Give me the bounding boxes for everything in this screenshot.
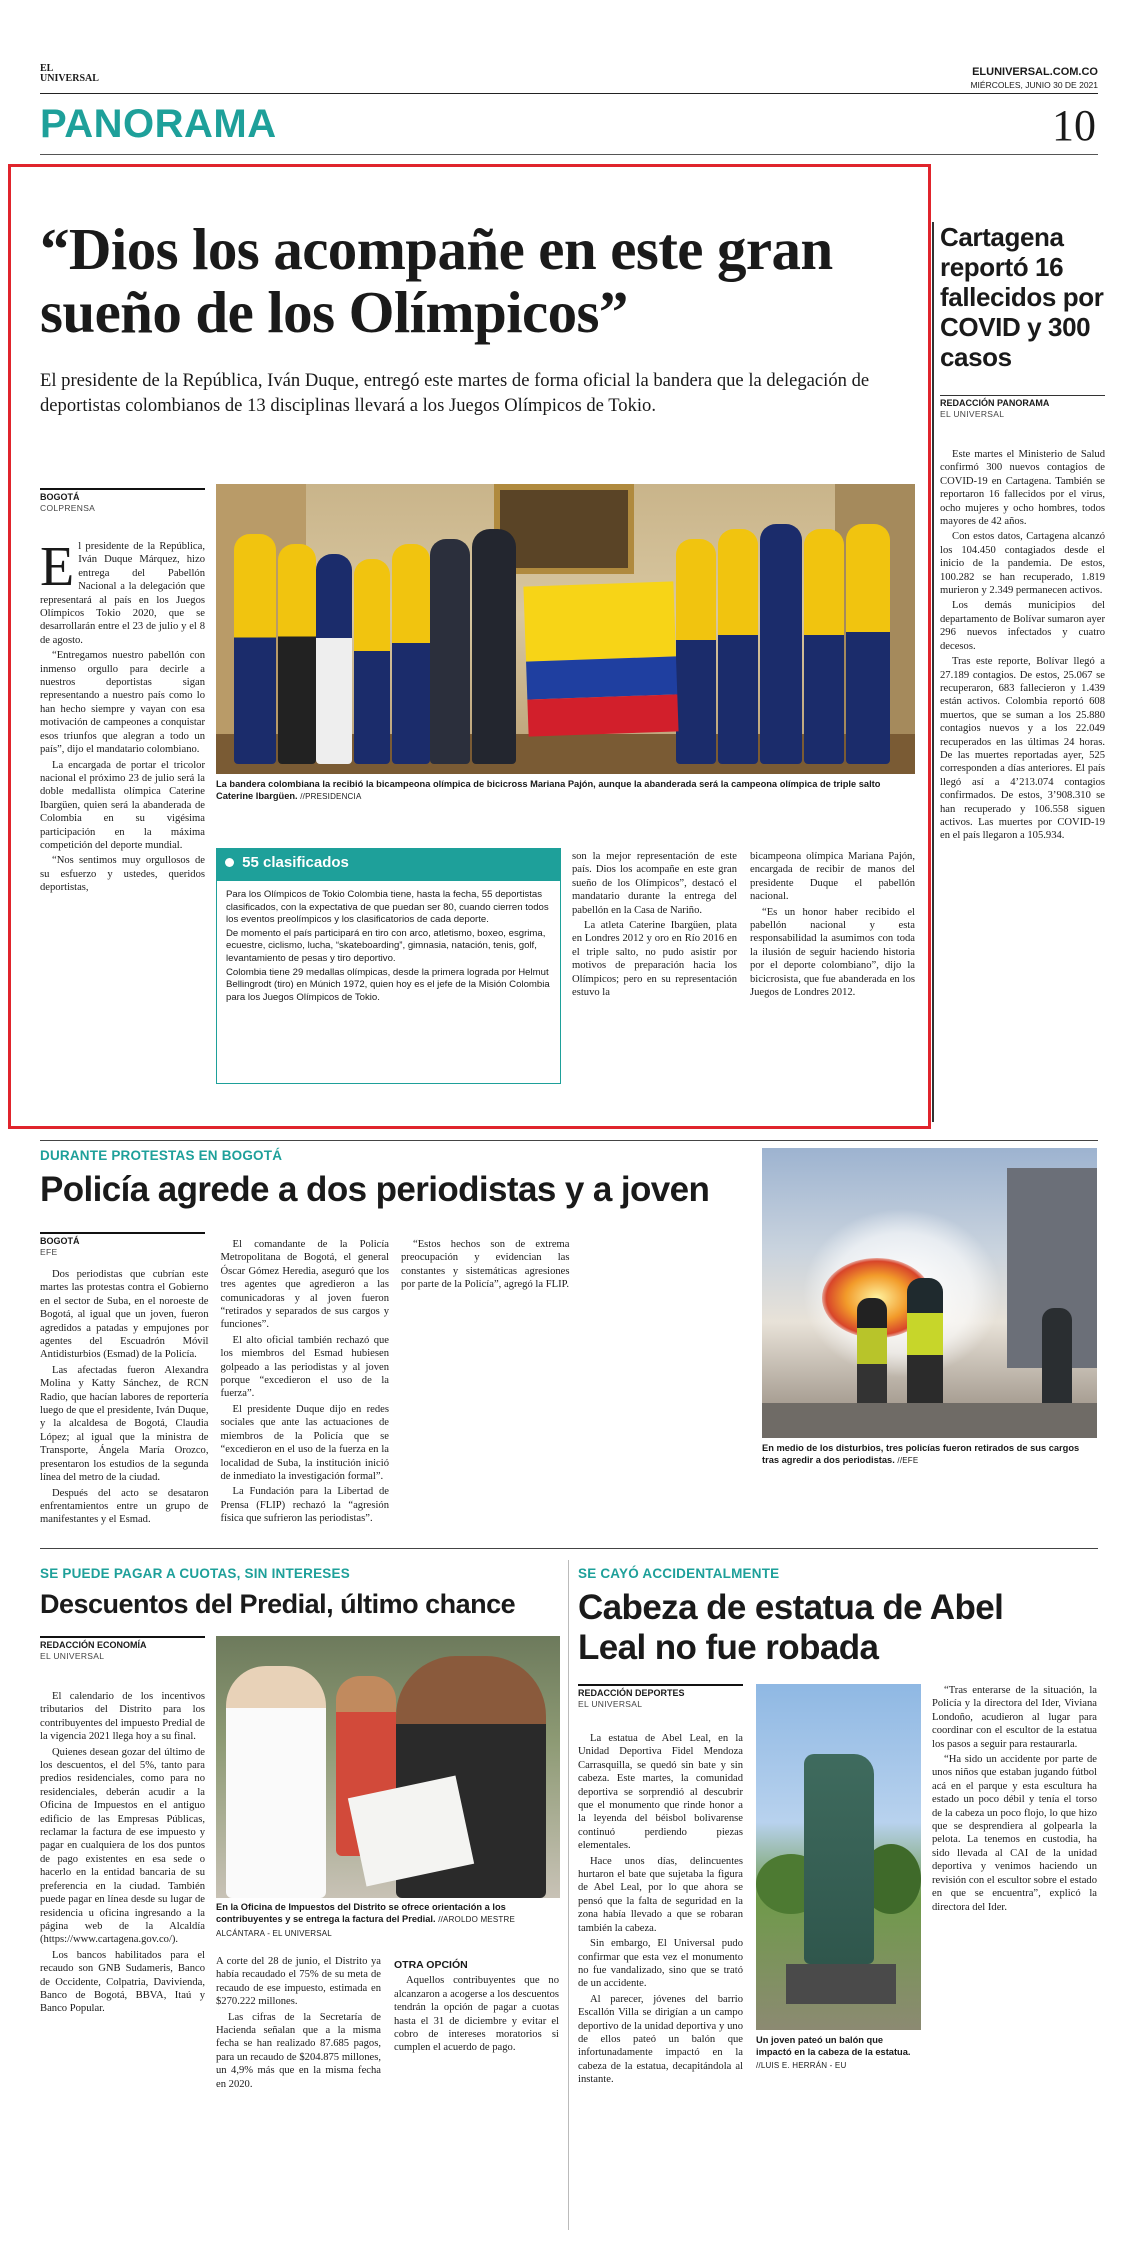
lead-paragraph: La encargada de portar el tricolor nacional el próximo 23 de julio será la doble medallista olímpica Caterine Ibargüen, quien será la abanderada de Colombia en su vigésima participación en la máxima competición del deporte mundial.	[40, 759, 205, 851]
predial-subhead: OTRA OPCIÓN	[394, 1959, 468, 1971]
statue-photo	[756, 1684, 921, 2030]
athlete	[760, 524, 802, 764]
lead-photo-caption	[216, 778, 915, 804]
byline-desk: REDACCIÓN DEPORTES	[578, 1688, 685, 1698]
predial-paragraph: Quienes desean gozar del último de los descuentos, el del 5%, tanto para predios residenciales, como para no residenciales, deberán acudir a la Oficina de Impuestos en el antiguo edificio de las Empresas Públicas, reclamar la factura de ese impuesto y pagar en cualquiera de los dos puntos de pago existentes en esa sede o hacerlo en la entidad bancaria de su preferencia en la ciudad. También puede pagar en línea desde su lugar de residencia u oficina ingresando a la página web de la Alcaldía (https://www.cartagena.gov.co/).	[40, 1746, 205, 1946]
section-divider	[40, 1140, 1098, 1141]
flag-blue-stripe	[526, 656, 677, 699]
statue-pedestal	[786, 1964, 896, 2004]
covid-paragraph: Con estos datos, Cartagena alcanzó los 104.450 contagiados desde el inicio de la pandemia. De estos, 100.282 se han recuperado, 1.819 murieron y 2.349 permanecen activos.	[940, 531, 1105, 597]
lead-byline	[40, 488, 205, 514]
dropcap: E	[40, 536, 75, 598]
covid-byline	[940, 395, 1105, 420]
statue-column-3	[932, 1684, 1097, 1914]
byline-desk: REDACCIÓN PANORAMA	[940, 398, 1050, 408]
predial-kicker: SE PUEDE PAGAR A CUOTAS, SIN INTERESES	[40, 1566, 350, 1581]
president	[472, 529, 516, 764]
statue-paragraph: Sin embargo, El Universal pudo confirmar que esta vez el monumento no fue vandalizado, sino que se trató de un accidente.	[578, 1938, 743, 1990]
byline-paper: EL UNIVERSAL	[578, 1699, 643, 1709]
flag-red-stripe	[527, 694, 678, 737]
caption-credit: //LUIS E. HERRÁN - EU	[756, 2060, 847, 2070]
statue-byline	[578, 1684, 743, 1710]
headless-statue	[804, 1754, 874, 1964]
predial-column-3	[394, 1955, 559, 2055]
protest-photo	[762, 1148, 1097, 1438]
protest-body	[40, 1238, 750, 1530]
column-divider	[568, 1560, 569, 2230]
athlete	[804, 529, 844, 764]
predial-column-1	[40, 1690, 205, 2210]
predial-paragraph: Los bancos habilitados para el recaudo son GNB Sudameris, Banco de Occidente, Colpatria, Davivienda, Banco de Bogotá, BBVA, Itaú y Banco Popular.	[40, 1949, 205, 2015]
masthead-rule	[40, 93, 1098, 94]
byline-desk: REDACCIÓN ECONOMÍA	[40, 1640, 147, 1650]
predial-photo	[216, 1636, 560, 1898]
lead-paragraph: “Nos sentimos muy orgullosos de su esfuerzo y ustedes, queridos deportistas,	[40, 855, 205, 894]
byline-agency: COLPRENSA	[40, 503, 96, 513]
lead-photo	[216, 484, 915, 774]
predial-column-2	[216, 1955, 381, 2091]
statue-paragraph: Al parecer, jóvenes del barrio Escallón Villa se dirigían a un campo deportivo de la unidad deportiva y uno de ellos pateó un balón que infortunadamente impactó en la cabeza de la estatua, decapitándola al instante.	[578, 1993, 743, 2086]
predial-paragraph: Las cifras de la Secretaría de Hacienda señalan que a la misma fecha se han realizado 87.685 pagos, para un recaudo de $204.875 millones, un 4,9% más que en la misma fecha en 2020.	[216, 2011, 381, 2090]
protest-paragraph: El presidente Duque dijo en redes sociales que ante las actuaciones de miembros de la Policía que se “excedieron en el uso de la fuerza en la localidad de Suba, la institución inició de inmediato la investigación formal”.	[220, 1403, 389, 1482]
lead-paragraph: son la mejor representación de este país. Dios los acompañe en este gran sueño de los Olímpicos”, destacó el mandatario durante la entrega del pabellón en la Casa de Nariño.	[572, 851, 737, 916]
statue-caption	[756, 2034, 921, 2072]
caption-credit: //EFE	[897, 1456, 919, 1466]
predial-byline	[40, 1636, 205, 1662]
byline-paper: EL UNIVERSAL	[940, 409, 1005, 419]
athlete	[354, 559, 390, 764]
info-box-paragraph: Para los Olímpicos de Tokio Colombia tiene, hasta la fecha, 55 deportistas clasificados, con la expectativa de que puedan ser 80, cuando cierren todos los eventos preolímpicos y los clasificatorios de cada deporte.	[226, 889, 549, 926]
section-title: PANORAMA	[40, 102, 277, 146]
predial-paragraph: Aquellos contribuyentes que no alcanzaron a acogerse a los descuentos tendrán la opción de pagar a cuotas hasta el 31 de diciembre y evitar el cobro de intereses moratorios si cumplen el acuerdo de pago.	[394, 1975, 559, 2054]
woman-with-mask	[226, 1666, 326, 1898]
info-box	[216, 848, 561, 1084]
athlete	[676, 539, 716, 764]
statue-paragraph: La estatua de Abel Leal, en la Unidad Deportiva Fidel Mendoza Carrasquilla, se quedó sin bate y sin cabeza. Este martes, la comunidad deportiva se sorprendió al descubrir que el monumento que rinde honor a la leyenda del béisbol bolivarense continuó perdiendo piezas elementales.	[578, 1733, 743, 1852]
covid-paragraph: Este martes el Ministerio de Salud confirmó 300 nuevos contagios de COVID-19 en Cartagena. También se reportaron 16 fallecidos por el virus, ocho mujeres y ocho hombres, todos mayores de 42 años.	[940, 449, 1105, 528]
lead-paragraph: “Entregamos nuestro pabellón con inmenso orgullo para decirle a nuestros deportistas sigan representando a nuestro país como lo han hecho siempre y vayan con esa motivación de campeones a conquistar esos triunfos que alegran a todo un país”, dijo el mandatario colombiano.	[40, 650, 205, 756]
statue-paragraph: “Ha sido un accidente por parte de unos niños que estaban jugando fútbol acá en el parque y esta escultura ha estado un poco débil y tenía el torso de la cabeza un poco flojo, lo que hizo que se desprendiera al golpearla la pelota. La tenemos en custodia, ha sido llevada al CAI de la unidad deportiva y venimos haciendo un revisión con el escultor sobre el estado en que se encuentra”, explicó la directora del Ider.	[932, 1754, 1097, 1913]
lead-paragraph: l presidente de la República, Iván Duque Márquez, hizo entrega del Pabellón Nacional a la delegación que representará al país en los Juegos Olímpicos Tokio 2020, que se desarrollarán entre el 23 de julio y el 8 de agosto.	[40, 541, 205, 646]
byline-agency: EFE	[40, 1247, 58, 1257]
covid-paragraph: Tras este reporte, Bolívar llegó a 27.189 contagios. De estos, 25.067 se recuperaron, 683 fallecieron y 1.439 están activos. Colombia reportó 608 muertos, que se suman a los 25.880 contagios nuevos y a los 22.049 recuperados en las últimas 24 horas. De las muertes reportadas ayer, 525 corresponden a días anteriores. El país llegó así a 4’213.074 contagios confirmados. De estos, 3’908.310 se han recuperado y 106.558 siguen activos. Las muertes por COVID-19 en el país llegaron a 105.934.	[940, 656, 1105, 842]
athlete	[392, 544, 430, 764]
caption-credit: //AROLDO MESTRE ALCÁNTARA - EL UNIVERSAL	[216, 1915, 515, 1938]
info-box-paragraph: De momento el país participará en tiro con arco, atletismo, boxeo, esgrima, ecuestre, ciclismo, lucha, “skateboarding”, gimnasia, natación, tenis, golf, levantamiento de pesas y tiro deportivo.	[226, 927, 546, 964]
lead-column-1	[40, 536, 205, 1100]
caption-credit: //PRESIDENCIA	[300, 792, 362, 802]
statue-column-1	[578, 1732, 743, 2087]
covid-paragraph: Los demás municipios del departamento de Bolívar sumaron ayer 296 nuevos infectados y cuatro decesos.	[940, 600, 1105, 652]
athlete	[846, 524, 890, 764]
covid-headline: Cartagena reportó 16 fallecidos por COVID y 300 casos	[940, 222, 1104, 372]
caption-text: Un joven pateó un balón que impactó en la cabeza de la estatua.	[756, 2035, 911, 2058]
protest-kicker: DURANTE PROTESTAS EN BOGOTÁ	[40, 1148, 283, 1163]
predial-paragraph: El calendario de los incentivos tributarios del Distrito para los contribuyentes del impuesto Predial de la vigencia 2021 llega hoy a su final.	[40, 1691, 205, 1743]
statue-paragraph: “Tras enterarse de la situación, la Policía y la directora del Ider, Viviana Londoño, acudieron al lugar para coordinar con el escultor de la estatua los pasos a seguir para restaurarla.	[932, 1685, 1097, 1750]
lead-deck: El presidente de la República, Iván Duque, entregó este martes de forma oficial la bandera que la delegación de deportistas colombianos de 13 disciplinas llevará a los Juegos Olímpicos de Tokio.	[40, 370, 870, 416]
info-box-body	[217, 881, 560, 1012]
colombian-flag	[523, 581, 678, 736]
lead-headline: “Dios los acompañe en este gran sueño de los Olímpicos”	[40, 216, 833, 345]
predial-paragraph: A corte del 28 de junio, el Distrito ya había recaudado el 75% de su meta de recaudo de ese impuesto, estimada en $270.222 millones.	[216, 1956, 381, 2008]
protest-headline: Policía agrede a dos periodistas y a joven	[40, 1170, 710, 1209]
riot-officer	[1042, 1308, 1072, 1418]
statue-headline: Cabeza de estatua de Abel Leal no fue robada	[578, 1588, 1004, 1667]
protest-paragraph: “Estos hechos son de extrema preocupación y evidencian las constantes y sistemáticas agresiones por parte de la Policía”, agregó la FLIP.	[401, 1239, 570, 1291]
caption-text: En medio de los disturbios, tres policías fueron retirados de sus cargos tras agredir a dos periodistas.	[762, 1443, 1080, 1466]
statue-kicker: SE CAYÓ ACCIDENTALMENTE	[578, 1566, 780, 1581]
caption-text: La bandera colombiana la recibió la bicampeona olímpica de bicicross Mariana Pajón, aunque la abanderada será la campeona olímpica de triple salto Caterine Ibargüen.	[216, 779, 881, 802]
info-box-paragraph: Colombia tiene 29 medallas olímpicas, desde la primera lograda por Helmut Bellingrodt (tiro) en Múnich 1972, quien hoy es el jefe de la Misión Colombia para los Juegos Olímpicos de Tokio.	[226, 966, 550, 1003]
athlete	[234, 534, 276, 764]
lead-paragraph: bicampeona olímpica Mariana Pajón, encargada de recibir de manos del presidente Duque el pabellón nacional.	[750, 851, 915, 903]
riot-officer	[907, 1278, 943, 1418]
byline-spacer	[40, 1238, 209, 1268]
statue-paragraph: Hace unos días, delincuentes hurtaron el bate que sujetaba la figura de Abel Leal, por lo que ahora se pensó que la falta de seguridad en la zona había llevado a que se robaran también la cabeza.	[578, 1855, 743, 1934]
riot-officer	[857, 1298, 887, 1418]
info-box-header	[217, 849, 560, 881]
protest-paragraph: El comandante de la Policía Metropolitana de Bogotá, el general Óscar Gómez Heredia, aseguró que los tres agentes que agredieron a las comunicadoras y al joven fueron “retirados y separados de sus cargos y funciones”.	[220, 1239, 389, 1331]
protest-paragraph: La Fundación para la Libertad de Prensa (FLIP) rechazó la “agresión física que sufrieron las periodistas”.	[220, 1486, 389, 1525]
logo-line2: UNIVERSAL	[40, 73, 99, 84]
lead-paragraph: “Es un honor haber recibido el pabellón nacional y esta responsabilidad la asumimos con toda la ilusión de seguir haciendo historia por el deporte colombiano”, dijo la bicicrosista, que fue abanderada en los Juegos de Londres 2012.	[750, 906, 915, 999]
logo-line1: EL	[40, 63, 54, 74]
page-number: 10	[1052, 101, 1096, 150]
site-url: ELUNIVERSAL.COM.CO	[972, 66, 1098, 78]
official	[430, 539, 470, 764]
lead-column-3	[572, 850, 737, 999]
protest-paragraph: Las afectadas fueron Alexandra Molina y Katty Sánchez, de RCN Radio, que hacían labores de reportería luego de que el presidente, Iván Duque, y la alcaldesa de Bogotá, Claudia López; al igual que la ministra de Transporte, Ángela María Orozco, presentaron los estudios de la segunda línea del metro de la ciudad.	[40, 1364, 209, 1484]
byline-paper: EL UNIVERSAL	[40, 1651, 105, 1661]
flag-yellow-stripe	[523, 581, 676, 661]
byline-place: BOGOTÁ	[40, 492, 80, 502]
section-divider	[40, 1548, 1098, 1549]
predial-headline: Descuentos del Predial, último chance	[40, 1589, 516, 1619]
predial-caption	[216, 1901, 560, 1940]
protest-paragraph: Dos periodistas que cubrían este martes las protestas contra el Gobierno en el sector de Suba, en el noroeste de Bogotá, al igual que un joven, fueron agredidos a patadas y empujones por agentes del Escuadrón Móvil Antidisturbios (Esmad) de la Policía.	[40, 1269, 209, 1361]
protest-paragraph: El alto oficial también rechazó que los miembros del Esmad hubiesen golpeado a las periodistas y al joven porque “excedieron el uso de la fuerza”.	[220, 1334, 389, 1400]
byline-place: BOGOTÁ	[40, 1236, 80, 1246]
lead-column-4	[750, 850, 915, 999]
covid-body	[940, 448, 1105, 843]
info-box-title: 55 clasificados	[242, 854, 349, 871]
protest-caption	[762, 1442, 1097, 1468]
column-divider	[932, 222, 934, 1122]
bullet-icon	[225, 858, 234, 867]
newspaper-logo	[40, 64, 99, 84]
protest-paragraph: Después del acto se desataron enfrentamientos entre un grupo de manifestantes y el Esmad.	[40, 1487, 209, 1526]
athlete	[278, 544, 316, 764]
issue-date: MIÉRCOLES, JUNIO 30 DE 2021	[970, 80, 1098, 90]
athlete	[718, 529, 758, 764]
section-rule	[40, 154, 1098, 155]
lead-paragraph: La atleta Caterine Ibargüen, plata en Londres 2012 y oro en Río 2016 en el triple salto, no pudo asistir por motivos de preparación hacia los Olímpicos; pero en su representación estuvo la	[572, 920, 737, 999]
caption-text: En la Oficina de Impuestos del Distrito se ofrece orientación a los contribuyentes y se entrega la factura del Predial.	[216, 1902, 506, 1925]
athlete	[316, 554, 352, 764]
street	[762, 1403, 1097, 1438]
